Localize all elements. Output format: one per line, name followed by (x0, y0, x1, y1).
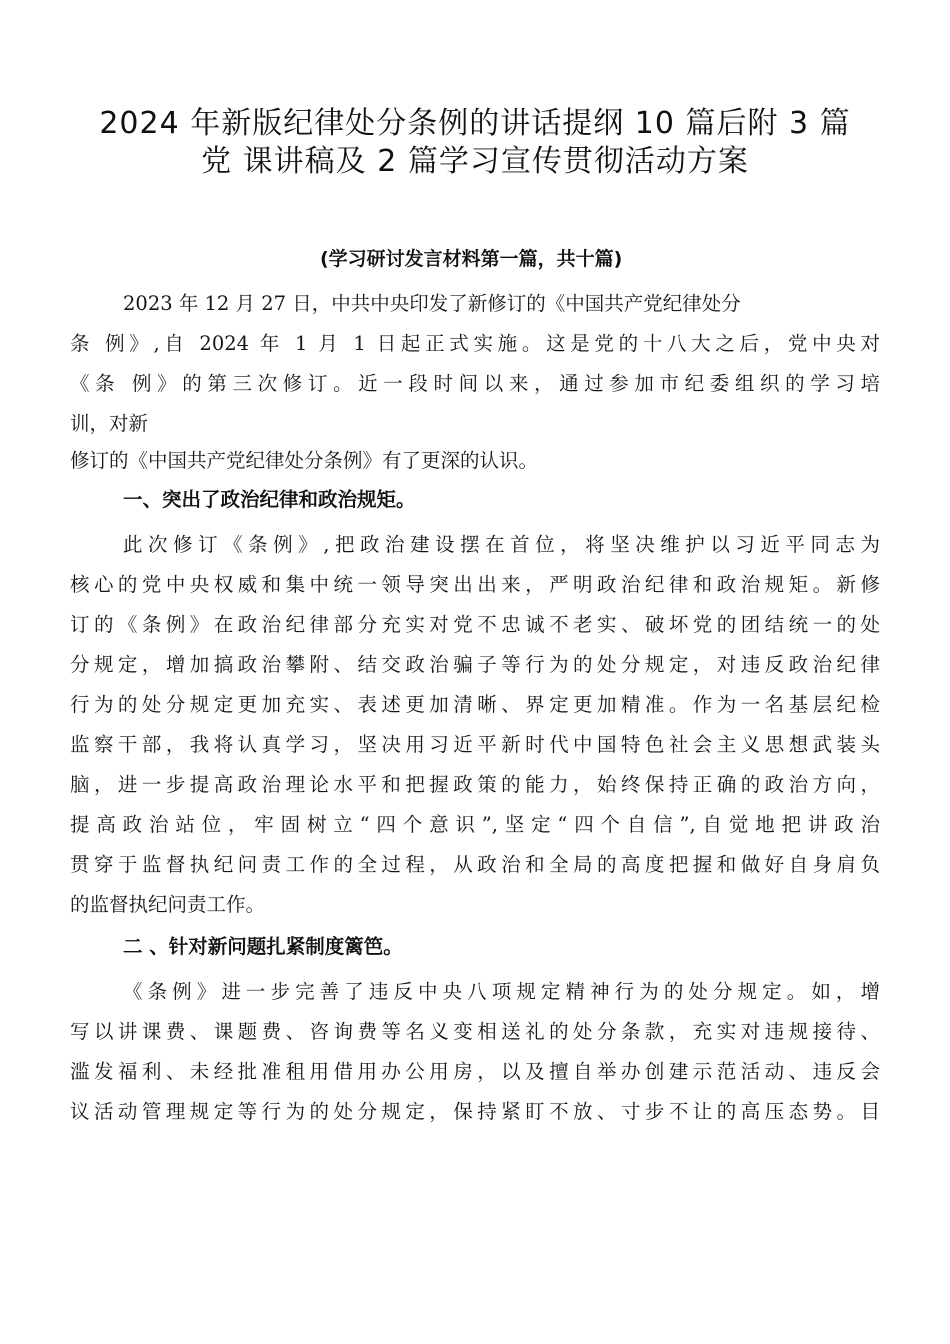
section-1-line: 核心的党中央权威和集中统一领导突出出来，严明政治纪律和政治规矩。新修 (70, 573, 880, 596)
section-2-line: 滥发福利、未经批准租用借用办公用房，以及擅自举办创建示范活动、违反会 (70, 1060, 880, 1083)
document-title-line-2: 党 课讲稿及 2 篇学习宣传贯彻活动方案 (201, 144, 749, 179)
section-1-line: 提高政治站位，牢固树立“四个意识”,坚定“四个自信”,自觉地把讲政治 (70, 813, 880, 836)
section-1-line: 监察干部，我将认真学习，坚决用习近平新时代中国特色社会主义思想武装头 (70, 733, 880, 756)
section-heading-2: 二 、针对新问题扎紧制度篱笆。 (123, 935, 403, 958)
section-1-line: 的监督执纪问责工作。 (70, 893, 266, 916)
intro-line: 条 例》,自 2024 年 1 月 1 日起正式实施。这是党的十八大之后，党中央对 (70, 332, 880, 355)
section-1-line: 订的《条例》在政治纪律部分充实对党不忠诚不老实、破坏党的团结统一的处 (70, 613, 880, 636)
section-1-line: 此次修订《条例》,把政治建设摆在首位，将坚决维护以习近平同志为 (123, 533, 880, 556)
intro-line: 训，对新 (70, 412, 149, 435)
section-heading-1: 一、突出了政治纪律和政治规矩。 (123, 488, 416, 511)
section-1-line: 贯穿于监督执纪问责工作的全过程，从政治和全局的高度把握和做好自身肩负 (70, 853, 880, 876)
intro-line: 修订的《中国共产党纪律处分条例》有了更深的认识。 (70, 449, 539, 472)
intro-line: 2023 年 12 月 27 日，中共中央印发了新修订的《中国共产党纪律处分 (123, 292, 741, 315)
document-subtitle: (学习研讨发言材料第一篇，共十篇) (320, 248, 623, 270)
intro-line: 《条 例》的第三次修订。近一段时间以来，通过参加市纪委组织的学习培 (70, 372, 880, 395)
section-1-line: 行为的处分规定更加充实、表述更加清晰、界定更加精准。作为一名基层纪检 (70, 693, 880, 716)
section-1-line: 脑，进一步提高政治理论水平和把握政策的能力，始终保持正确的政治方向， (70, 773, 880, 796)
section-2-line: 议活动管理规定等行为的处分规定，保持紧盯不放、寸步不让的高压态势。目 (70, 1100, 880, 1123)
document-title-line-1: 2024 年新版纪律处分条例的讲话提纲 10 篇后附 3 篇 (99, 106, 851, 141)
section-1-line: 分规定，增加搞政治攀附、结交政治骗子等行为的处分规定，对违反政治纪律 (70, 653, 880, 676)
section-2-line: 写以讲课费、课题费、咨询费等名义变相送礼的处分条款，充实对违规接待、 (70, 1020, 880, 1043)
section-2-line: 《条例》进一步完善了违反中央八项规定精神行为的处分规定。如，增 (123, 980, 880, 1003)
